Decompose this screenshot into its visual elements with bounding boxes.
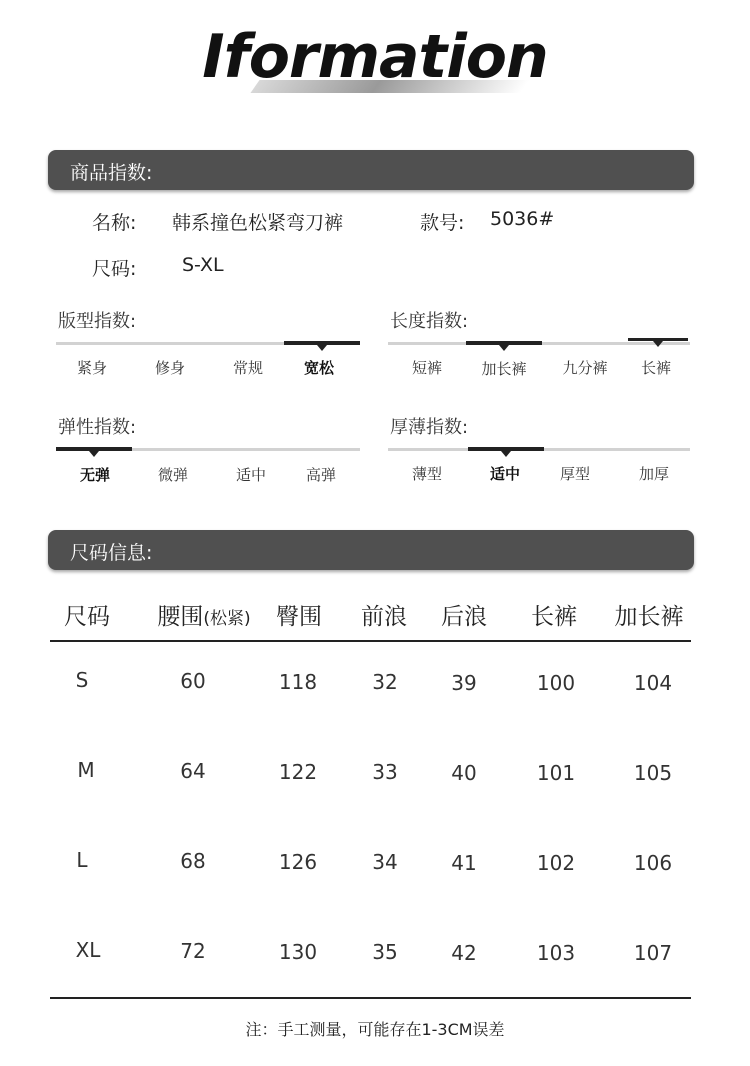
length-option-2: 九分裤 [562,359,608,377]
table-header-waist-text: 腰围 [157,604,204,630]
product-info-bar [48,150,694,190]
size-value: S-XL [182,254,224,276]
table-cell: 42 [451,941,477,965]
table-cell: XL [75,938,101,962]
page-title: Iformation [202,22,548,92]
table-cell: 103 [536,941,576,965]
table-cell: 32 [372,670,398,694]
fit-option-0: 紧身 [76,359,107,377]
table-header-size: 尺码 [64,604,110,630]
length-option-0: 短裤 [411,359,442,377]
fit-index-marker [317,345,327,351]
table-cell: 68 [180,849,206,873]
fit-option-1: 修身 [154,359,185,377]
table-cell: 126 [278,850,318,874]
elasticity-index-title: 弹性指数: [58,417,137,438]
table-cell: L [76,848,88,872]
table-header-waist [148,598,260,631]
size-info-bar [48,530,694,570]
elasticity-option-3: 高弹 [305,466,336,484]
table-header-waist-note: (松紧) [203,609,251,629]
measurement-note: 注：手工测量，可能存在1-3CM误差 [245,1020,505,1039]
table-header-front-rise: 前浪 [361,604,407,630]
table-cell: 40 [451,761,477,785]
length-option-1: 加长裤 [481,360,527,378]
table-cell: 105 [633,761,673,785]
code-label: 款号: [420,212,465,234]
table-cell: 107 [633,941,673,965]
table-cell: 34 [372,850,398,874]
elasticity-index-marker [89,451,99,457]
length-option-3: 长裤 [640,359,671,377]
thickness-option-1: 适中 [489,465,520,483]
thickness-option-3: 加厚 [638,465,669,483]
table-cell: 106 [633,851,673,875]
length-index-title: 长度指数: [390,311,469,332]
size-info-bar-label: 尺码信息: [70,542,153,564]
table-bottom-rule [50,997,691,999]
table-top-rule [50,640,691,642]
table-cell: 122 [278,760,318,784]
elasticity-option-1: 微弹 [157,466,188,484]
table-cell: 33 [372,760,398,784]
thickness-option-0: 薄型 [411,465,442,483]
table-cell: 104 [633,671,673,695]
product-info-bar-label: 商品指数: [70,162,153,184]
elasticity-option-0: 无弹 [79,466,110,484]
table-cell: 35 [372,940,398,964]
name-value: 韩系撞色松紧弯刀裤 [172,212,344,234]
table-cell: 100 [536,671,576,695]
length-index-marker [499,345,509,351]
code-value: 5036# [490,208,555,230]
table-header-pants-length: 长裤 [531,604,577,630]
table-cell: 60 [180,669,206,693]
table-cell: 101 [536,761,576,785]
length-index-end-marker [653,341,663,347]
table-cell: 39 [451,671,477,695]
thickness-index-marker [501,451,511,457]
thickness-index-title: 厚薄指数: [390,417,469,438]
elasticity-option-2: 适中 [235,466,266,484]
fit-index-title: 版型指数: [58,311,137,332]
table-cell: 41 [451,851,477,875]
table-header-long-pants-length: 加长裤 [614,604,684,630]
table-cell: 64 [180,759,206,783]
table-cell: 130 [278,940,318,964]
table-cell: 102 [536,851,576,875]
table-cell: 118 [278,670,318,694]
table-header-back-rise: 后浪 [441,604,487,630]
table-cell: M [77,758,95,782]
fit-option-3: 宽松 [303,359,334,377]
table-cell: 72 [180,939,206,963]
name-label: 名称: [92,212,137,234]
thickness-option-2: 厚型 [559,465,590,483]
table-header-hip: 臀围 [276,604,322,630]
fit-option-2: 常规 [232,359,263,377]
table-cell: S [75,668,89,692]
size-label: 尺码: [92,258,137,280]
